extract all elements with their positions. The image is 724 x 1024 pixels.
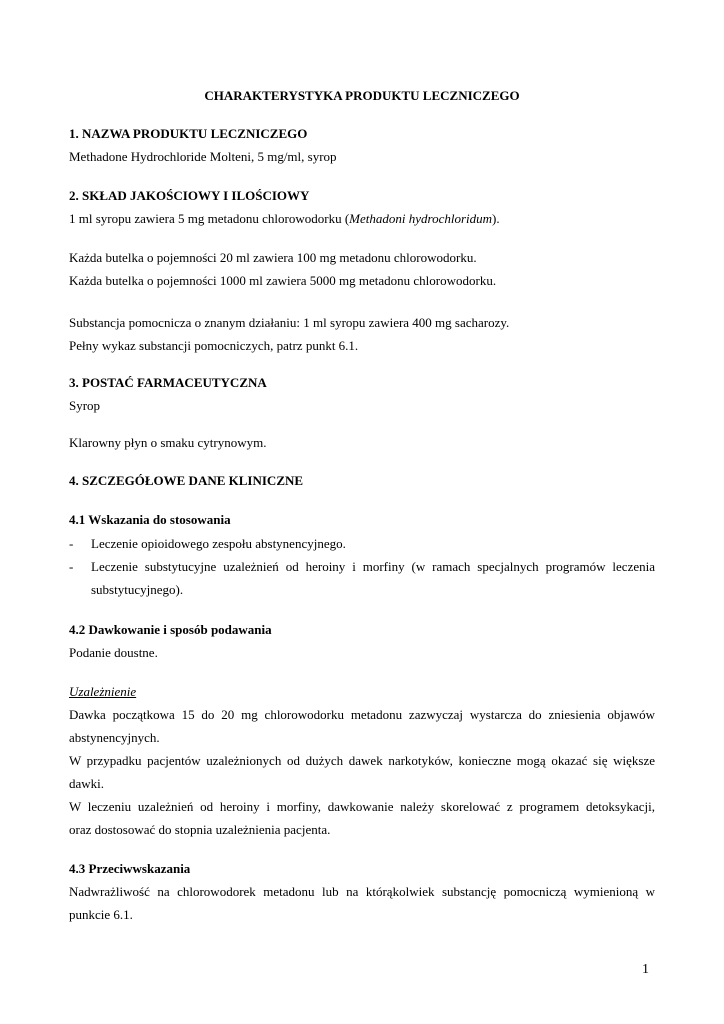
excipient-line: Substancja pomocnicza o znanym działaniu: 1 ml syropu zawiera 400 mg sacharozy.: [69, 315, 510, 330]
indication-1: Leczenie opioidowego zespołu abstynencyjnego.: [91, 536, 346, 551]
contraindication-line-2: punkcie 6.1.: [69, 907, 133, 922]
bottle-20ml-line: Każda butelka o pojemności 20 ml zawiera 100 mg metadonu chlorowodorku.: [69, 250, 477, 265]
section-1-heading: 1. NAZWA PRODUKTU LECZNICZEGO: [69, 126, 308, 141]
dose-paragraph-1-line-2: abstynencyjnych.: [69, 730, 160, 745]
contraindication-line-1: Nadwrażliwość na chlorowodorek metadonu lub na którąkolwiek substancję pomocniczą wymienioną w: [69, 884, 655, 899]
section-4-2-heading: 4.2 Dawkowanie i sposób podawania: [69, 622, 272, 637]
indication-2-line-2: substytucyjnego).: [91, 582, 184, 597]
dose-paragraph-3-line-1: W leczeniu uzależnień od heroiny i morfiny, dawkowanie należy skorelować z programem detoksykacji,: [69, 799, 655, 814]
bottle-1000ml-line: Każda butelka o pojemności 1000 ml zawiera 5000 mg metadonu chlorowodorku.: [69, 273, 497, 288]
dose-paragraph-1-line-1: Dawka początkowa 15 do 20 mg chlorowodorku metadonu zazwyczaj wystarcza do zniesienia objawów: [69, 707, 655, 722]
dose-paragraph-2-line-2: dawki.: [69, 776, 105, 791]
product-name: Methadone Hydrochloride Molteni, 5 mg/ml, syrop: [69, 149, 337, 164]
indication-2-line-1: Leczenie substytucyjne uzależnień od heroiny i morfiny (w ramach specjalnych programów leczenia: [91, 559, 655, 574]
composition-line: [69, 211, 500, 227]
page-number: 1: [642, 962, 649, 977]
route-of-administration: Podanie doustne.: [69, 645, 158, 660]
section-3-heading: 3. POSTAĆ FARMACEUTYCZNA: [69, 375, 267, 390]
section-4-heading: 4. SZCZEGÓŁOWE DANE KLINICZNE: [69, 473, 304, 488]
section-4-1-heading: 4.1 Wskazania do stosowania: [69, 512, 231, 527]
dose-paragraph-3-line-2: oraz dostosować do stopnia uzależnienia pacjenta.: [69, 822, 331, 837]
bullet-dash: -: [69, 559, 74, 574]
form-syrup: Syrop: [69, 398, 101, 413]
form-description: Klarowny płyn o smaku cytrynowym.: [69, 435, 267, 450]
bullet-dash: -: [69, 536, 74, 551]
document-title: CHARAKTERYSTYKA PRODUKTU LECZNICZEGO: [204, 88, 520, 103]
section-2-heading: 2. SKŁAD JAKOŚCIOWY I ILOŚCIOWY: [69, 188, 310, 203]
excipient-reference: Pełny wykaz substancji pomocniczych, patrz punkt 6.1.: [69, 338, 359, 353]
latin-name: Methadoni hydrochloridum: [349, 211, 493, 226]
dose-paragraph-2-line-1: W przypadku pacjentów uzależnionych od dużych dawek narkotyków, konieczne mogą okazać się większe: [69, 753, 655, 768]
composition-end: ).: [492, 211, 500, 226]
section-4-3-heading: 4.3 Przeciwwskazania: [69, 861, 191, 876]
addiction-subheading: Uzależnienie: [69, 684, 137, 699]
composition-text: 1 ml syropu zawiera 5 mg metadonu chlorowodorku (: [69, 211, 350, 226]
